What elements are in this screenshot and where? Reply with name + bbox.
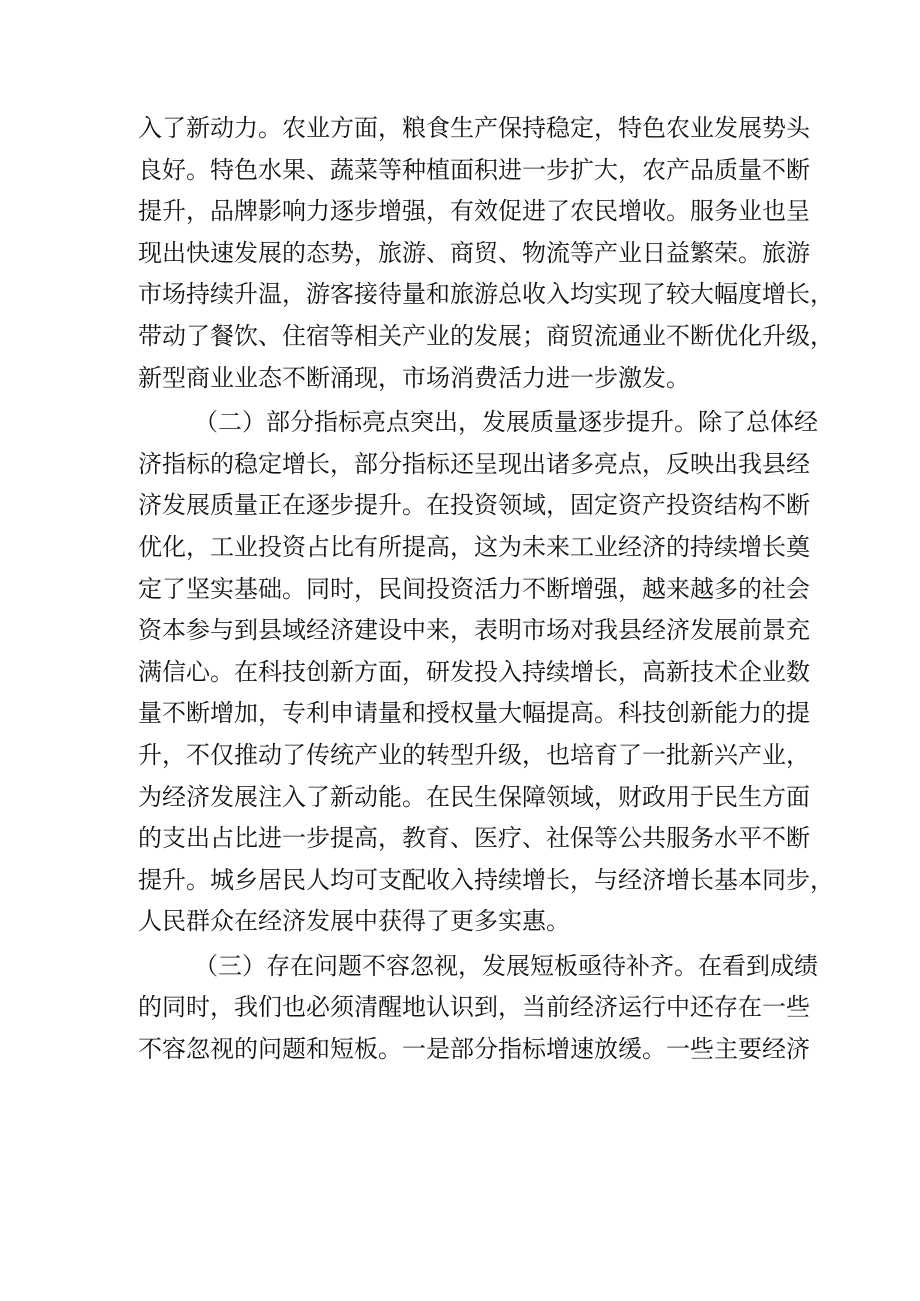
text-line: 现出快速发展的态势，旅游、商贸、物流等产业日益繁荣。旅游 — [138, 238, 810, 267]
text-line: 济发展质量正在逐步提升。在投资领域，固定资产投资结构不断 — [138, 491, 810, 520]
text-line: 新型商业业态不断涌现，市场消费活力进一步激发。 — [138, 363, 690, 392]
paragraph-2 — [138, 402, 834, 943]
text-line: 良好。特色水果、蔬菜等种植面积进一步扩大，农产品质量不断 — [138, 155, 810, 184]
paragraph-1 — [138, 108, 834, 399]
text-line: （二）部分指标亮点突出，发展质量逐步提升。除了总体经 — [194, 408, 818, 437]
text-line: 入了新动力。农业方面，粮食生产保持稳定，特色农业发展势头 — [138, 114, 810, 142]
text-line: 量不断增加，专利申请量和授权量大幅提高。科技创新能力的提 — [138, 699, 810, 728]
text-line: 的同时，我们也必须清醒地认识到，当前经济运行中还存在一些 — [138, 993, 810, 1022]
text-line: 人民群众在经济发展中获得了更多实惠。 — [138, 907, 570, 936]
text-line: 济指标的稳定增长，部分指标还呈现出诸多亮点，反映出我县经 — [138, 449, 810, 478]
text-line: 提升。城乡居民人均可支配收入持续增长，与经济增长基本同步， — [138, 865, 834, 894]
text-line: 提升，品牌影响力逐步增强，有效促进了农民增收。服务业也呈 — [138, 197, 810, 226]
paragraph-3 — [138, 946, 818, 1071]
text-line: 的支出占比进一步提高，教育、医疗、社保等公共服务水平不断 — [138, 824, 810, 853]
text-line: 市场持续升温，游客接待量和旅游总收入均实现了较大幅度增长， — [138, 280, 834, 309]
text-line: 不容忽视的问题和短板。一是部分指标增速放缓。一些主要经济 — [138, 1035, 810, 1064]
text-line: 带动了餐饮、住宿等相关产业的发展；商贸流通业不断优化升级， — [138, 321, 834, 350]
text-line: 满信心。在科技创新方面，研发投入持续增长，高新技术企业数 — [138, 657, 810, 686]
body-text — [138, 108, 834, 1071]
text-line: （三）存在问题不容忽视，发展短板亟待补齐。在看到成绩 — [194, 951, 818, 980]
text-line: 定了坚实基础。同时，民间投资活力不断增强，越来越多的社会 — [138, 574, 810, 603]
text-line: 优化，工业投资占比有所提高，这为未来工业经济的持续增长奠 — [138, 532, 810, 561]
text-line: 为经济发展注入了新动能。在民生保障领域，财政用于民生方面 — [138, 782, 810, 811]
text-line: 资本参与到县域经济建设中来，表明市场对我县经济发展前景充 — [138, 616, 810, 645]
text-line: 升，不仅推动了传统产业的转型升级，也培育了一批新兴产业， — [138, 740, 810, 769]
